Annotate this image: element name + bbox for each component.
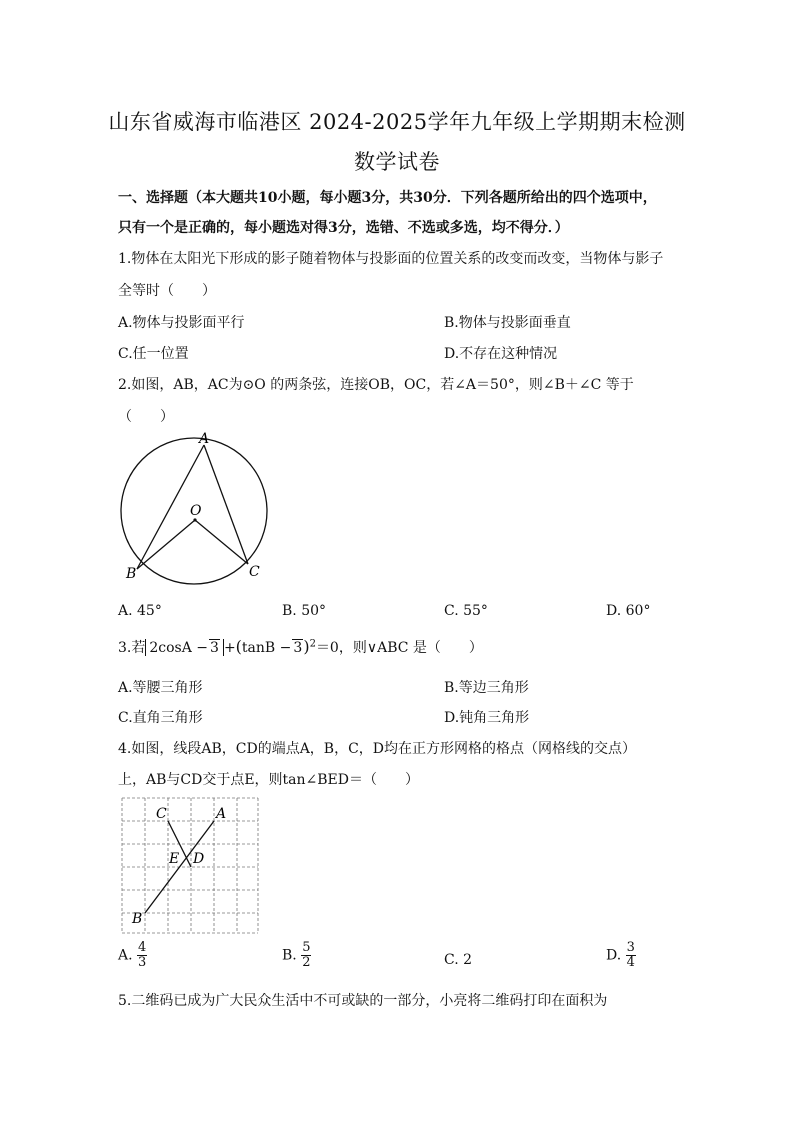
label-d: D	[193, 851, 205, 867]
q3-suffix: ＝0，则∨ABC 是（ ）	[315, 640, 483, 656]
q4-option-a-fraction: $\frac{4}{3}$	[138, 940, 147, 970]
q1-option-a: A.物体与投影面平行	[118, 315, 245, 331]
label-b: B	[126, 566, 137, 582]
q3-expr-a: 2cosA −	[149, 640, 209, 656]
label-o: O	[190, 503, 202, 519]
q3-sqrt-2	[292, 639, 303, 656]
q2-option-a: A. 45°	[118, 603, 162, 619]
q2-option-c: C. 55°	[444, 603, 488, 619]
q3-sqrt-value: 3	[210, 640, 219, 656]
q3-sqrt-value-2: 3	[293, 640, 303, 656]
q4-option-a: A. $\frac{4}{3}$	[118, 940, 147, 970]
q3-paren-expression: (	[235, 637, 242, 656]
q4-option-d-fraction: $\frac{3}{4}$	[626, 940, 635, 970]
q3-sqrt	[209, 639, 220, 656]
label-c: C	[249, 564, 260, 580]
q1-option-d: D.不存在这种情况	[444, 346, 558, 362]
q3-stem: 3.若 $2\cos A - 3 +(\tan B - 3)^2=0$，则∨ABC 是（ ）	[118, 637, 483, 656]
q4-stem-line2: 上，AB与CD交于点E，则tan∠BED＝（ ）	[118, 772, 420, 788]
q3-abs-expression	[145, 639, 224, 656]
q3-expr-b: tanB −	[241, 640, 292, 656]
q4-option-b-fraction: $\frac{5}{2}$	[302, 940, 311, 970]
q1-option-b: B.物体与投影面垂直	[444, 315, 571, 331]
label-a: A	[216, 806, 227, 822]
q3-option-c: C.直角三角形	[118, 710, 203, 726]
label-a: A	[199, 431, 210, 447]
q2-circle-figure	[112, 428, 278, 588]
q2-stem-line1: 2.如图，AB，AC为⊙O 的两条弦，连接OB，OC，若∠A＝50°，则∠B＋∠C 等于	[118, 377, 634, 393]
q3-power: 2	[309, 638, 316, 650]
q3-option-d: D.钝角三角形	[444, 710, 530, 726]
q2-option-d: D. 60°	[606, 603, 651, 619]
q4-option-c: C. 2	[444, 952, 473, 968]
q2-option-b: B. 50°	[282, 603, 327, 619]
q4-option-d: D. $\frac{3}{4}$	[606, 940, 635, 970]
label-e: E	[169, 851, 180, 867]
label-b: B	[132, 911, 143, 927]
label-c: C	[156, 806, 167, 822]
q1-stem-line2: 全等时（ ）	[118, 283, 216, 299]
q3-option-b: B.等边三角形	[444, 680, 529, 696]
q3-prefix: 3.若	[118, 640, 146, 656]
q1-stem-line1: 1.物体在太阳光下形成的影子随着物体与投影面的位置关系的改变而改变，当物体与影子	[118, 251, 664, 267]
exam-title: 山东省威海市临港区 2024-2025学年九年级上学期期末检测	[108, 110, 686, 134]
exam-subtitle: 数学试卷	[354, 150, 440, 174]
q4-grid-figure	[118, 795, 263, 937]
q3-option-a: A.等腰三角形	[118, 680, 203, 696]
q2-stem-line2: （ ）	[118, 409, 174, 425]
segment-ob	[137, 520, 195, 569]
section-heading-line1: 一、选择题（本大题共10小题，每小题3分，共30分．下列各题所给出的四个选项中，	[118, 190, 657, 206]
q5-stem-line1: 5.二维码已成为广大民众生活中不可或缺的一部分，小亮将二维码打印在面积为	[118, 993, 608, 1009]
q4-stem-line1: 4.如图，线段AB，CD的端点A，B，C，D均在正方形网格的格点（网格线的交点）	[118, 741, 637, 757]
section-heading-line2: 只有一个是正确的，每小题选对得3分，选错、不选或多选，均不得分．）	[118, 220, 569, 236]
q4-option-b: B. $\frac{5}{2}$	[282, 940, 311, 970]
q1-option-c: C.任一位置	[118, 346, 189, 362]
